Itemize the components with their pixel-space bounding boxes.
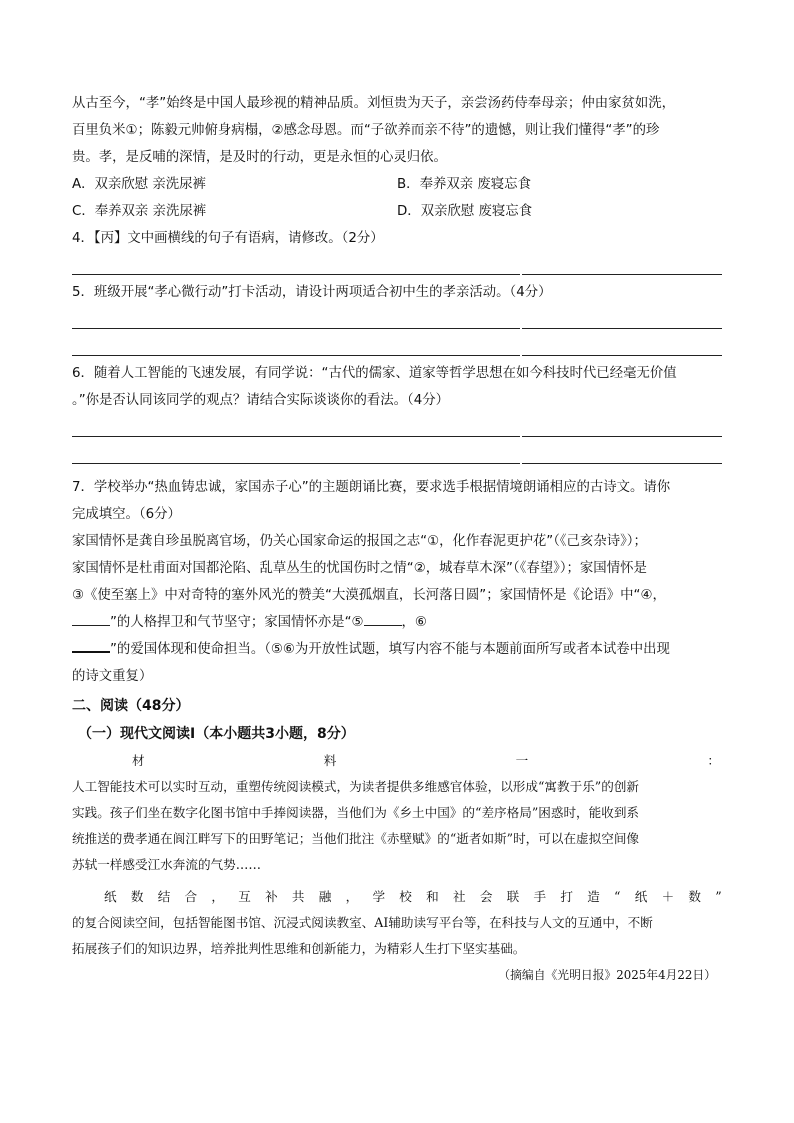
question-7-line-6 (72, 609, 722, 636)
question-7-line-4: 家国情怀是杜甫面对国都沦陷、乱草丛生的忧国伤时之情“②，城春草木深”（《春望》）；家国情怀是 (72, 561, 647, 576)
material-p2-char: 补 (265, 889, 278, 904)
material-p2-char: 打 (560, 889, 573, 904)
material-p2-char: 造 (587, 889, 600, 904)
option-b[interactable]: B．奉养双亲 废寝忘食 (397, 177, 531, 192)
material-p2-char: “ (614, 889, 621, 904)
blank-4[interactable] (72, 613, 110, 626)
material-p1-line-1: 人工智能技术可以实时互动，重塑传统阅读模式，为读者提供多维感官体验，以形成“寓教于乐”的创新 (72, 779, 640, 794)
answer-line[interactable] (522, 436, 722, 437)
q7-line7-text: ”的爱国体现和使命担当。（⑤⑥为开放性试题，填写内容不能与本题前面所写或者本试卷中出现 (110, 642, 670, 657)
answer-row-q4 (72, 252, 722, 279)
question-7-line-2: 完成填空。（6分） (72, 507, 181, 522)
material-p2-char: 校 (399, 889, 412, 904)
material-p2-char: ， (345, 889, 359, 904)
material-p2-char: 互 (238, 889, 251, 904)
answer-row-q6-1 (72, 414, 722, 441)
material-title-char: 材 (132, 753, 145, 768)
answer-row-q6-2 (72, 441, 722, 468)
answer-row-q5-2 (72, 333, 722, 360)
answer-row-q5-1 (72, 306, 722, 333)
material-p2-char: 社 (452, 889, 466, 904)
answer-line[interactable] (522, 328, 722, 329)
material-p2-char: ” (715, 889, 722, 904)
material-p2-char: 融 (318, 889, 332, 904)
material-1-title (72, 748, 722, 774)
intro-line-2: 百里负米①；陈毅元帅俯身病榻，②感念母恩。而“子欲养而亲不待”的遗憾，则让我们懂得“孝”的珍 (72, 123, 660, 138)
q7-line6-tail: ，⑥ (401, 615, 427, 630)
answer-line[interactable] (522, 355, 722, 356)
question-7-line-3: 家国情怀是龚自珍虽脱离官场，仍关心国家命运的报国之志“①，化作春泥更护花”（《己亥杂诗》）； (72, 534, 647, 549)
material-p2-char: 手 (533, 889, 547, 904)
material-p1-line-2: 实践。孩子们坐在数字化图书馆中手捧阅读器，当他们为《乡土中国》的“差序格局”困惑时，能收到系 (72, 805, 640, 820)
material-p2-line-1 (72, 884, 722, 910)
material-p2-char: ＋ (661, 889, 675, 904)
option-d[interactable]: D．双亲欣慰 废寝忘食 (397, 204, 533, 219)
question-7-line-1: 7．学校举办“热血铸忠诚，家国赤子心”的主题朗诵比赛，要求选手根据情境朗诵相应的古诗文。请你 (72, 480, 671, 495)
material-p1-line-4: 苏轼一样感受江水奔流的气势…… (72, 857, 261, 872)
material-title-char: ： (707, 753, 720, 768)
question-6-line-1: 6．随着人工智能的飞速发展，有同学说：“古代的儒家、道家等哲学思想在如今科技时代已经毫无价值 (72, 366, 677, 381)
blank-5[interactable] (364, 613, 402, 626)
material-p2-char: 会 (479, 889, 493, 904)
material-title-char: 料 (323, 753, 337, 768)
answer-line[interactable] (522, 463, 722, 464)
answer-line[interactable] (72, 436, 520, 437)
source-citation: （摘编自《光明日报》2025年4月22日） (498, 968, 716, 982)
material-p2-line-3: 拓展孩子们的知识边界，培养批判性思维和创新能力，为精彩人生打下坚实基础。 (72, 941, 526, 956)
material-p2-char: ， (211, 889, 224, 904)
material-p2-char: 数 (130, 889, 144, 904)
material-p2-char: 数 (688, 889, 702, 904)
material-p2-char: 纸 (104, 889, 117, 904)
material-p2-char: 和 (426, 889, 439, 904)
options-row-1 (72, 171, 722, 198)
answer-line[interactable] (72, 328, 520, 329)
question-6-line-2: 。”你是否认同该同学的观点？请结合实际谈谈你的看法。（4分） (72, 393, 449, 408)
question-7-line-8: 的诗文重复） (72, 669, 153, 684)
material-p2-char: 联 (506, 889, 520, 904)
option-c[interactable]: C．奉养双亲 亲洗尿裤 (72, 204, 207, 219)
material-title-char: 一 (515, 753, 529, 768)
subsection-1-heading: （一）现代文阅读Ⅰ（本小题共3小题，8分） (78, 726, 355, 742)
material-p2-char: 合 (184, 889, 198, 904)
intro-line-3: 贵。孝，是反哺的深情，是及时的行动，更是永恒的心灵归依。 (72, 150, 447, 165)
material-p2-char: 纸 (634, 889, 648, 904)
material-p2-line-2: 的复合阅读空间，包括智能图书馆、沉浸式阅读教室、AI辅助读写平台等，在科技与人文的互通中，不断 (72, 915, 653, 930)
question-5: 5．班级开展“孝心微行动”打卡活动，请设计两项适合初中生的孝亲活动。（4分） (72, 285, 552, 300)
intro-line-1: 从古至今，“孝”始终是中国人最珍视的精神品质。刘恒贵为天子，亲尝汤药侍奉母亲；仲由家贫如洗， (72, 96, 676, 111)
blank-6[interactable] (72, 639, 110, 653)
exam-page (72, 90, 722, 988)
question-4: 4．【丙】文中画横线的句子有语病，请修改。（2分） (72, 231, 384, 246)
section-2-heading: 二、阅读（48分） (72, 698, 190, 714)
q7-line6-text: ”的人格捍卫和气节坚守；家国情怀亦是“⑤ (110, 615, 364, 630)
material-p1-line-3: 统推送的费孝通在阆江畔写下的田野笔记；当他们批注《赤壁赋》的“逝者如斯”时，可以在虚拟空间像 (72, 831, 640, 846)
question-7-line-7 (72, 636, 722, 663)
material-p2-char: 结 (157, 889, 171, 904)
material-p2-char: 学 (372, 889, 386, 904)
answer-line[interactable] (72, 355, 520, 356)
answer-line[interactable] (72, 274, 520, 275)
options-row-2 (72, 198, 722, 225)
answer-line[interactable] (522, 274, 722, 275)
material-p2-char: 共 (291, 889, 305, 904)
question-7-line-5: ③《使至塞上》中对奇特的塞外风光的赞美“大漠孤烟直，长河落日圆”；家国情怀是《论语》中“④， (72, 588, 666, 603)
option-a[interactable]: A．双亲欣慰 亲洗尿裤 (72, 177, 206, 192)
answer-line[interactable] (72, 463, 520, 464)
